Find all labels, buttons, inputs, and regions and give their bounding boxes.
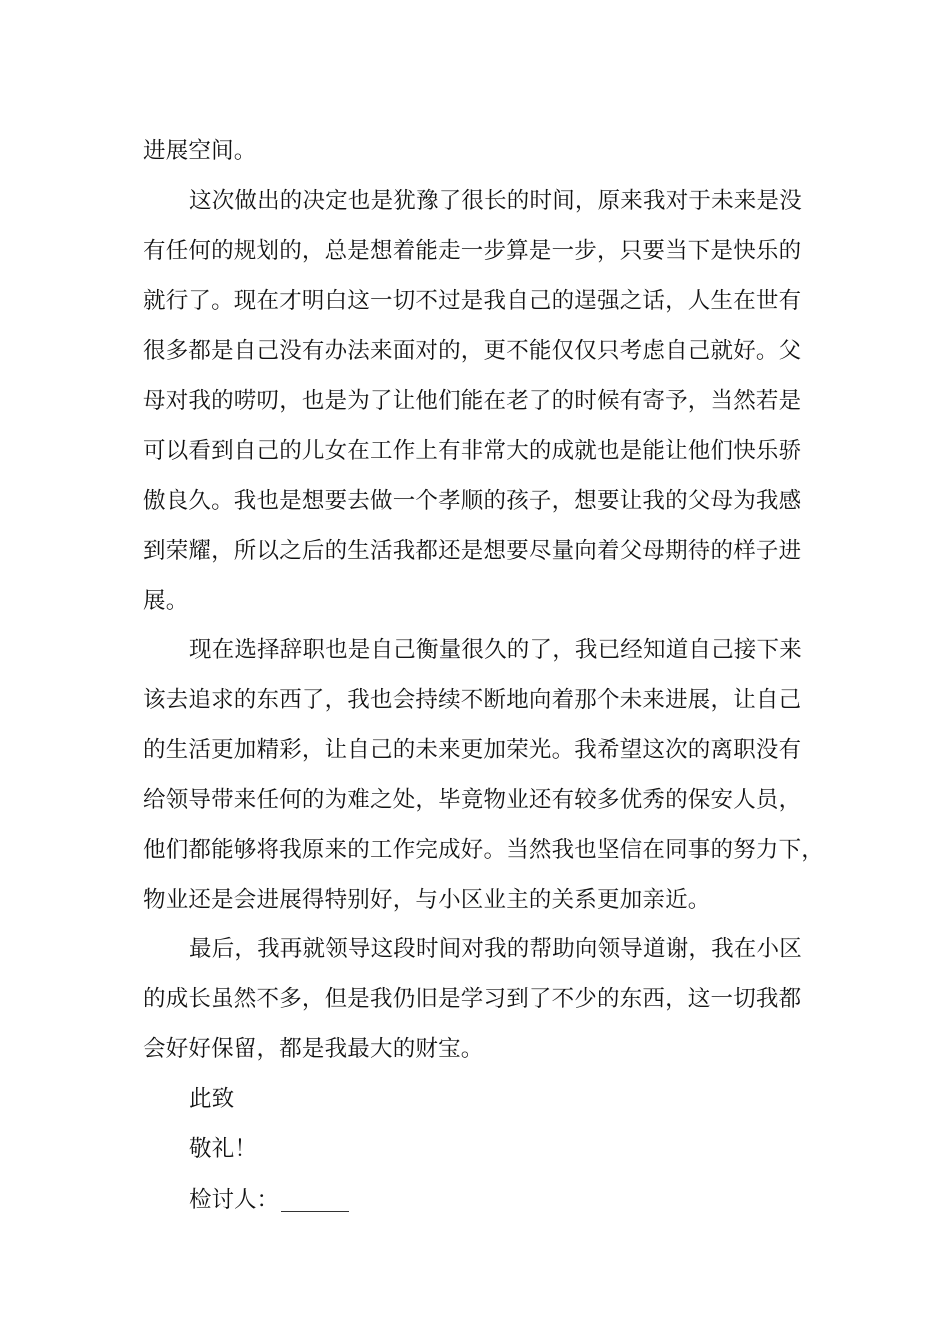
signature-blank-line (281, 1187, 349, 1212)
body-line: 的生活更加精彩，让自己的未来更加荣光。我希望这次的离职没有 (143, 737, 802, 763)
body-line: 进展空间。 (143, 138, 257, 164)
closing-text: 此致 (189, 1086, 235, 1112)
body-line: 他们都能够将我原来的工作完成好。当然我也坚信在同事的努力下， (143, 837, 825, 863)
body-line: 很多都是自己没有办法来面对的，更不能仅仅只考虑自己就好。父 (143, 338, 802, 364)
salute-text: 敬礼！ (189, 1136, 258, 1162)
paragraph-start-line: 现在选择辞职也是自己衡量很久的了，我已经知道自己接下来 (189, 637, 802, 663)
body-line: 母对我的唠叨，也是为了让他们能在老了的时候有寄予，当然若是 (143, 388, 802, 414)
body-line: 物业还是会进展得特别好，与小区业主的关系更加亲近。 (143, 887, 711, 913)
body-line: 傲良久。我也是想要去做一个孝顺的孩子，想要让我的父母为我感 (143, 488, 802, 514)
body-line: 该去追求的东西了，我也会持续不断地向着那个未来进展，让自己 (143, 687, 802, 713)
paragraph-start-line: 最后，我再就领导这段时间对我的帮助向领导道谢，我在小区 (189, 936, 802, 962)
body-line: 到荣耀，所以之后的生活我都还是想要尽量向着父母期待的样子进 (143, 538, 802, 564)
body-line: 可以看到自己的儿女在工作上有非常大的成就也是能让他们快乐骄 (143, 438, 802, 464)
signer-label: 检讨人： (189, 1187, 280, 1213)
paragraph-start-line: 这次做出的决定也是犹豫了很长的时间，原来我对于未来是没 (189, 188, 802, 214)
body-line: 展。 (143, 588, 189, 614)
body-line: 给领导带来任何的为难之处，毕竟物业还有较多优秀的保安人员， (143, 787, 802, 813)
body-line: 会好好保留，都是我最大的财宝。 (143, 1036, 484, 1062)
body-line: 就行了。现在才明白这一切不过是我自己的逞强之话，人生在世有 (143, 288, 802, 314)
body-line: 的成长虽然不多，但是我仍旧是学习到了不少的东西，这一切我都 (143, 986, 802, 1012)
signature-row (189, 1185, 349, 1215)
body-line: 有任何的规划的，总是想着能走一步算是一步，只要当下是快乐的 (143, 238, 802, 264)
